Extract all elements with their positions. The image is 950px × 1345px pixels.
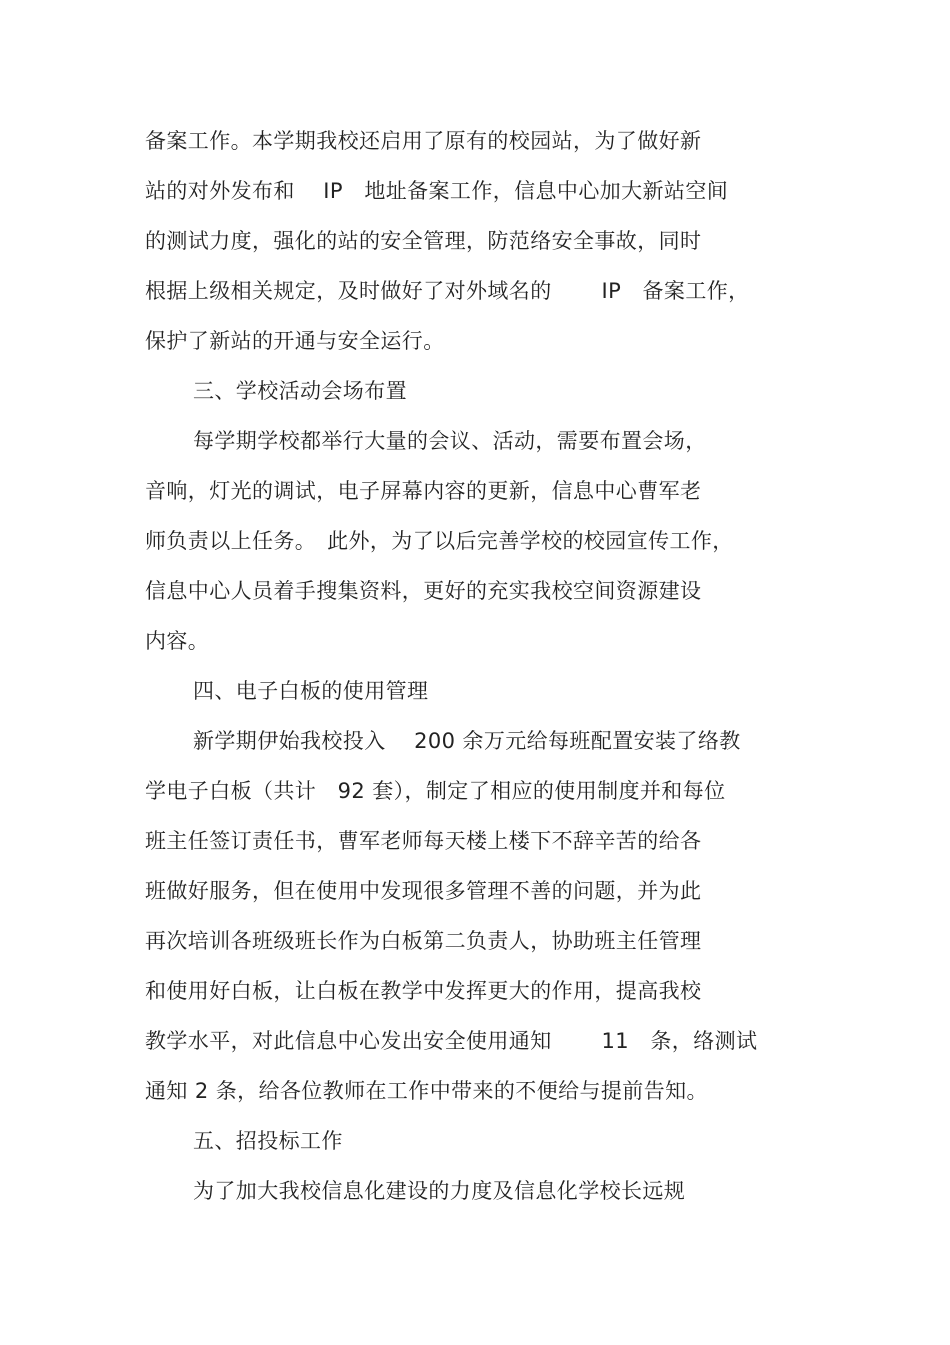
paragraph-line: 班主任签订责任书，曹军老师每天楼上楼下不辞辛苦的给各 [145, 829, 702, 853]
paragraph-line: 为了加大我校信息化建设的力度及信息化学校长远规 [193, 1179, 686, 1203]
paragraph-line: 每学期学校都举行大量的会议、活动，需要布置会场， [193, 429, 707, 453]
paragraph-line: 根据上级相关规定，及时做好了对外域名的 IP 备案工作， [145, 279, 750, 303]
section-heading: 三、学校活动会场布置 [193, 379, 407, 403]
paragraph-line: 新学期伊始我校投入 200 余万元给每班配置安装了络教 [193, 729, 741, 753]
paragraph-line: 班做好服务，但在使用中发现很多管理不善的问题，并为此 [145, 879, 702, 903]
paragraph-line: 学电子白板（共计 92 套），制定了相应的使用制度并和每位 [145, 779, 726, 803]
paragraph-line: 内容。 [145, 629, 210, 653]
paragraph-line: 音响，灯光的调试，电子屏幕内容的更新，信息中心曹军老 [145, 479, 702, 503]
paragraph-line: 备案工作。本学期我校还启用了原有的校园站，为了做好新 [145, 129, 702, 153]
paragraph-line: 的测试力度，强化的站的安全管理，防范络安全事故，同时 [145, 229, 702, 253]
paragraph-line: 信息中心人员着手搜集资料，更好的充实我校空间资源建设 [145, 579, 702, 603]
paragraph-line: 再次培训各班级班长作为白板第二负责人，协助班主任管理 [145, 929, 702, 953]
section-heading: 五、招投标工作 [193, 1129, 343, 1153]
paragraph-line: 站的对外发布和 IP 地址备案工作，信息中心加大新站空间 [145, 179, 729, 203]
paragraph-line: 和使用好白板，让白板在教学中发挥更大的作用，提高我校 [145, 979, 702, 1003]
paragraph-line: 通知 2 条，给各位教师在工作中带来的不便给与提前告知。 [145, 1079, 708, 1103]
paragraph-line: 师负责以上任务。 此外，为了以后完善学校的校园宣传工作， [145, 529, 734, 553]
paragraph-line: 保护了新站的开通与安全运行。 [145, 329, 445, 353]
paragraph-line: 教学水平，对此信息中心发出安全使用通知 11 条，络测试 [145, 1029, 758, 1053]
section-heading: 四、电子白板的使用管理 [193, 679, 429, 703]
